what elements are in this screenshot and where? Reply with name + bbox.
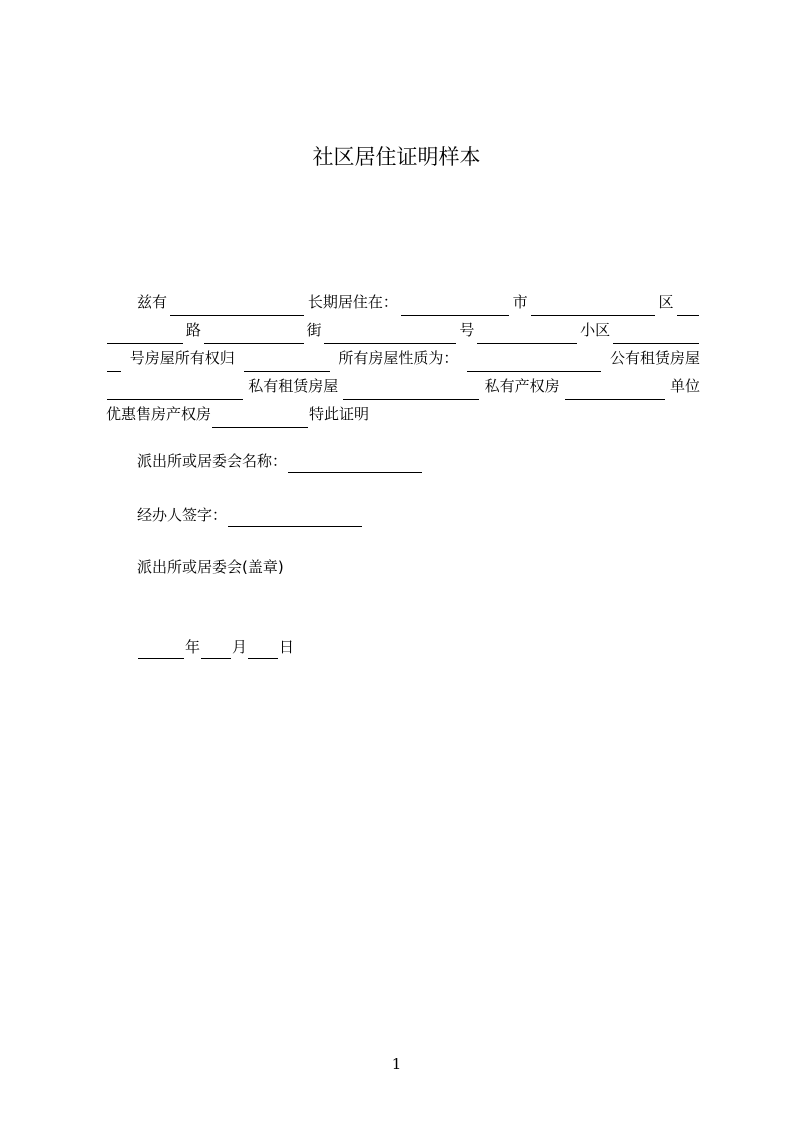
resident-name-blank[interactable]: [170, 297, 304, 316]
certificate-line-2: [106, 316, 700, 344]
text-number: 号: [459, 321, 475, 339]
certificate-line-3: [106, 344, 700, 372]
text-private-property: 私有产权房: [484, 377, 560, 395]
day-blank[interactable]: [248, 640, 278, 659]
authority-name-label: 派出所或居委会名称：: [137, 452, 288, 470]
date-field: [137, 635, 294, 659]
house-nature-blank[interactable]: [467, 353, 601, 372]
street-blank[interactable]: [324, 325, 456, 344]
community-blank-start[interactable]: [613, 325, 699, 344]
month-blank[interactable]: [201, 640, 231, 659]
city-blank[interactable]: [531, 297, 655, 316]
handler-signature-field: [137, 503, 363, 527]
text-ownership: 号房屋所有权归: [129, 349, 235, 367]
preferential-sale-blank[interactable]: [212, 409, 308, 428]
private-property-blank[interactable]: [565, 381, 665, 400]
handler-signature-label: 经办人签字：: [137, 506, 228, 524]
seal-field: [137, 555, 284, 579]
text-city: 市: [512, 293, 528, 311]
certificate-line-4: [106, 372, 700, 400]
year-label: 年: [185, 638, 201, 656]
certificate-body: [106, 288, 700, 428]
community-blank-end[interactable]: [107, 353, 121, 372]
text-ziyou: 兹有: [137, 293, 168, 311]
page-title: 社区居住证明样本: [312, 145, 481, 169]
road-blank[interactable]: [204, 325, 304, 344]
text-preferential-sale: 优惠售房产权房: [106, 405, 212, 423]
day-label: 日: [279, 638, 295, 656]
text-community: 小区: [580, 321, 611, 339]
certificate-line-1: [106, 288, 700, 316]
month-label: 月: [232, 638, 248, 656]
authority-name-blank[interactable]: [288, 454, 422, 473]
text-hereby-certify: 特此证明: [309, 405, 370, 423]
year-blank[interactable]: [138, 640, 184, 659]
text-long-term-residence: 长期居住在：: [307, 293, 398, 311]
public-rental-blank[interactable]: [107, 381, 243, 400]
text-work-unit: 单位: [669, 377, 700, 395]
text-street: 街: [306, 321, 322, 339]
number-blank[interactable]: [477, 325, 577, 344]
text-road: 路: [185, 321, 201, 339]
seal-label: 派出所或居委会(盖章): [137, 558, 284, 576]
page-number: 1: [391, 1055, 402, 1073]
text-house-nature: 所有房屋性质为：: [338, 349, 459, 367]
text-public-rental: 公有租赁房屋: [609, 349, 700, 367]
text-district: 区: [658, 293, 674, 311]
authority-name-field: [137, 449, 423, 473]
certificate-line-5: [106, 400, 700, 428]
text-private-rental: 私有租赁房屋: [248, 377, 339, 395]
district-blank-start[interactable]: [677, 297, 699, 316]
private-rental-blank[interactable]: [343, 381, 479, 400]
residence-blank[interactable]: [401, 297, 509, 316]
handler-signature-blank[interactable]: [228, 508, 362, 527]
owner-blank[interactable]: [244, 353, 330, 372]
district-blank-end[interactable]: [107, 325, 183, 344]
